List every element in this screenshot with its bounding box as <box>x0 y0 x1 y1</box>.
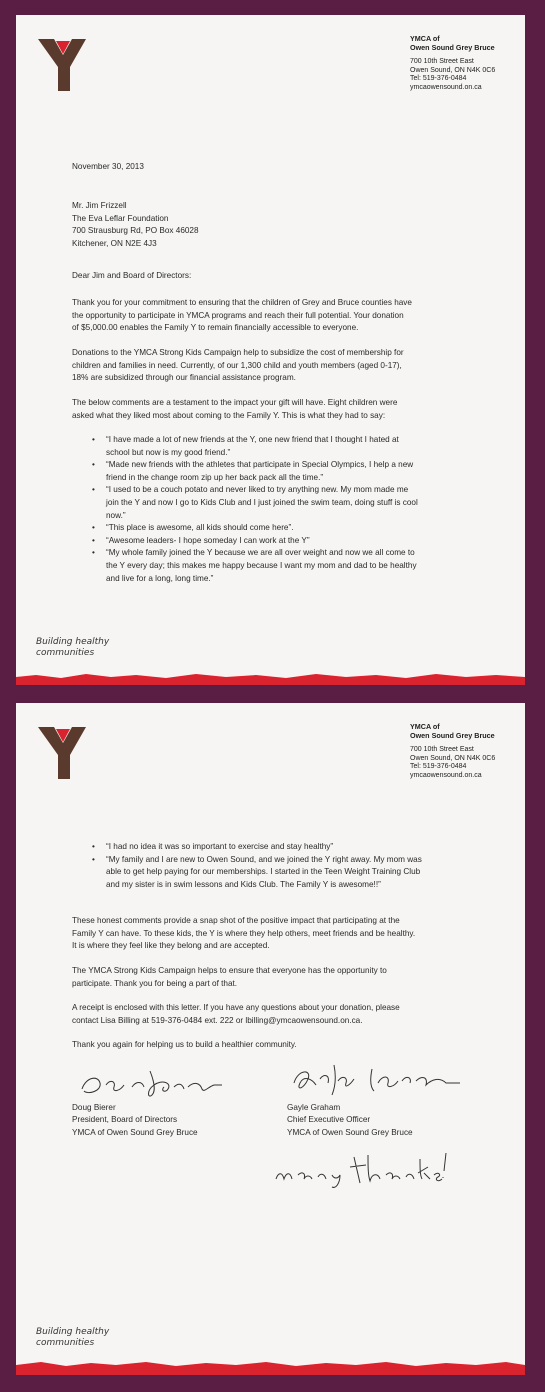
paragraph-line: The YMCA Strong Kids Campaign helps to ensure that everyone has the opportunity to <box>72 966 387 975</box>
quote-item: • “This place is awesome, all kids should come here”. <box>88 522 513 535</box>
paragraph <box>72 965 502 990</box>
recipient-line: 700 Strausburg Rd, PO Box 46028 <box>72 226 199 236</box>
address-street: 700 10th Street East <box>410 746 474 753</box>
paragraph <box>72 915 502 953</box>
address-city: Owen Sound, ON N4K 0C6 <box>410 66 496 74</box>
org-name-line2: Owen Sound Grey Bruce <box>410 730 495 740</box>
signer-title: President, Board of Directors <box>72 1115 178 1125</box>
recipient-line: Kitchener, ON N2E 4J3 <box>72 238 157 248</box>
address-web: ymcaowensound.on.ca <box>410 83 482 91</box>
paragraph-line: children and families in need. Currently, of our 1,300 child and youth members (aged 0-17), <box>72 360 402 370</box>
recipient-line: Mr. Jim Frizzell <box>72 201 127 210</box>
letterhead-address <box>410 35 495 92</box>
paragraph-line: 18% are subsidized through our financial assistance program. <box>72 373 296 383</box>
recipient-address <box>72 200 199 250</box>
paragraph-line: participate. Thank you for being a part of that. <box>72 978 238 988</box>
ymca-logo-icon <box>36 37 88 93</box>
address-web: ymcaowensound.on.ca <box>410 771 482 779</box>
paragraph-line: Thank you again for helping us to build a healthier community. <box>72 1040 297 1049</box>
paragraph-line: It is where they feel like they belong and are accepted. <box>72 941 270 951</box>
ymca-logo-icon <box>36 725 88 781</box>
paragraph-line: Donations to the YMCA Strong Kids Campaign help to subsidize the cost of membership for <box>72 348 404 357</box>
paragraph-line: The below comments are a testament to the impact your gift will have. Eight children were <box>72 398 398 407</box>
quote-item: • “I used to be a couch potato and never liked to try anything new. My mom made me join the Y and now I go to Kids Club and I just joined the swim team, doing stuff is cool now.” <box>88 484 513 522</box>
address-phone: Tel: 519-376-0484 <box>410 763 467 770</box>
letter-page-2 <box>16 703 525 1375</box>
quote-item: • “My family and I are new to Owen Sound, and we joined the Y right away. My mom was able to get help paying for our memberships. I started in the Teen Weight Training Club and my sister is in swim lessons and Kids Club. The Family Y is awesome!!” <box>88 854 513 892</box>
paragraph-line: A receipt is enclosed with this letter. If you have any questions about your donation, please <box>72 1003 400 1012</box>
paragraph-line: asked what they liked most about coming to the Family Y. This is what they had to say: <box>72 410 386 420</box>
quotes-list <box>88 434 513 585</box>
quotes-list <box>88 841 513 891</box>
salutation: Dear Jim and Board of Directors: <box>72 271 192 280</box>
red-brush-stripe-icon <box>16 671 525 685</box>
signer-name: Doug Bierer <box>72 1103 116 1112</box>
signer-1-block <box>72 1102 198 1139</box>
signer-name: Gayle Graham <box>287 1103 341 1112</box>
quote-item: • “Made new friends with the athletes that participate in Special Olympics, I help a new friend in the change room zip up her back pack all the time.” <box>88 459 513 484</box>
paragraph-line: Family Y can have. To these kids, the Y is where they help others, meet friends and be healthy. <box>72 928 416 938</box>
recipient-line: The Eva Leflar Foundation <box>72 213 169 223</box>
address-city: Owen Sound, ON N4K 0C6 <box>410 754 496 762</box>
signer-2-block <box>287 1102 413 1139</box>
signer-title: Chief Executive Officer <box>287 1115 371 1125</box>
paragraph <box>72 347 502 385</box>
tagline: Building healthy communities <box>36 1327 110 1348</box>
paragraph-line: contact Lisa Billing at 519-376-0484 ext. 222 or lbilling@ymcaowensound.on.ca. <box>72 1015 363 1025</box>
address-street: 700 10th Street East <box>410 58 474 65</box>
quote-item: • “I have made a lot of new friends at the Y, one new friend that I thought I hated at school but now is my good friend.” <box>88 434 513 459</box>
letter-page-1 <box>16 15 525 685</box>
signer-org: YMCA of Owen Sound Grey Bruce <box>287 1127 413 1137</box>
address-phone: Tel: 519-376-0484 <box>410 75 467 82</box>
letter-date: November 30, 2013 <box>72 162 144 171</box>
paragraph-line: These honest comments provide a snap shot of the positive impact that participating at the <box>72 916 400 925</box>
quote-item: • “My whole family joined the Y because we are all over weight and now we all come to the Y every day; this makes me happy because I want my mom and dad to be healthy and live for a long, long time.” <box>88 547 513 585</box>
paragraph-line: of $5,000.00 enables the Family Y to remain financially accessible to everyone. <box>72 323 359 333</box>
paragraph <box>72 297 502 335</box>
signature-gayle-graham <box>286 1061 466 1101</box>
paragraph-line: the opportunity to participate in YMCA programs and reach their full potential. Your donation <box>72 310 404 320</box>
org-name-line2: Owen Sound Grey Bruce <box>410 42 495 52</box>
handwritten-note <box>272 1149 452 1193</box>
org-name-line1: YMCA of <box>410 34 440 43</box>
quote-item: • “Awesome leaders- I hope someday I can work at the Y” <box>88 535 513 548</box>
red-brush-stripe-icon <box>16 1359 525 1375</box>
paragraph-line: Thank you for your commitment to ensuring that the children of Grey and Bruce counties have <box>72 298 412 307</box>
org-name-line1: YMCA of <box>410 722 440 731</box>
signature-doug-bierer <box>76 1067 226 1101</box>
tagline: Building healthy communities <box>36 637 110 658</box>
quote-item: • “I had no idea it was so important to exercise and stay healthy” <box>88 841 513 854</box>
paragraph <box>72 1039 502 1052</box>
paragraph <box>72 397 502 422</box>
paragraph <box>72 1002 502 1027</box>
letterhead-address <box>410 723 495 780</box>
signer-org: YMCA of Owen Sound Grey Bruce <box>72 1127 198 1137</box>
